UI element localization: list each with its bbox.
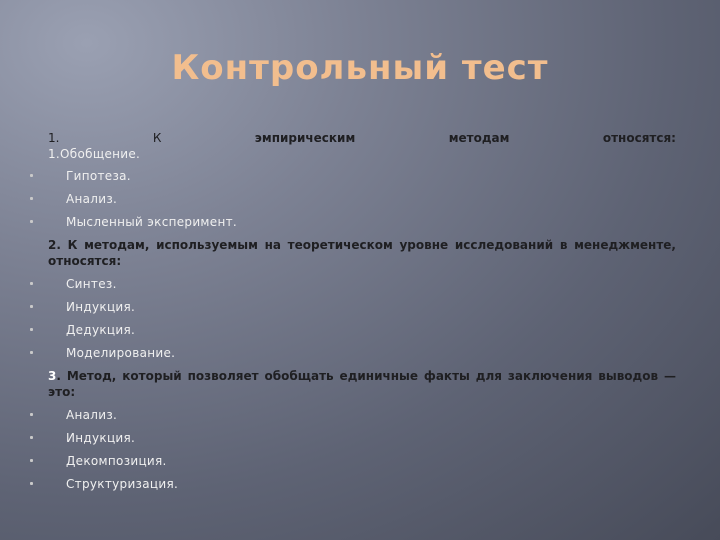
question-1-line [48,130,676,146]
q3-options [48,407,676,492]
q1-first-option: 1.Обобщение. [48,147,141,161]
q1-word: 1. [48,131,60,145]
list-item: Декомпозиция. [48,453,676,469]
bullet-icon [30,220,33,223]
bullet-icon [30,482,33,485]
list-item: Индукция. [48,430,676,446]
question-3 [48,368,676,492]
q1-word: методам [448,131,510,145]
bullet-icon [30,282,33,285]
bullet-icon [30,305,33,308]
bullet-icon [30,351,33,354]
list-item: Мысленный эксперимент. [48,214,676,230]
q1-options [48,168,676,230]
bullet-icon [30,328,33,331]
q1-word: К [152,131,162,145]
question-3-body: . Метод, который позволяет обобщать единичные факты для заключения выводов — это: [48,369,676,399]
slide-content [48,130,676,499]
list-item: Анализ. [48,191,676,207]
bullet-icon [30,174,33,177]
bullet-icon [30,459,33,462]
q1-word: эмпирическим [254,131,356,145]
list-item: Синтез. [48,276,676,292]
list-item: Дедукция. [48,322,676,338]
question-3-text [48,368,676,400]
question-3-number: 3 [48,369,57,383]
list-item: Моделирование. [48,345,676,361]
list-item: Индукция. [48,299,676,315]
list-item: Анализ. [48,407,676,423]
q1-word: относятся: [602,131,676,145]
bullet-icon [30,413,33,416]
q2-options [48,276,676,361]
bullet-icon [30,197,33,200]
slide-title: Контрольный тест [171,48,549,88]
question-1 [48,130,676,230]
list-item: Гипотеза. [48,168,676,184]
bullet-icon [30,436,33,439]
question-2 [48,237,676,361]
question-2-text: 2. К методам, используемым на теоретическом уровне исследований в менеджменте, относятся: [48,238,676,268]
list-item: Структуризация. [48,476,676,492]
